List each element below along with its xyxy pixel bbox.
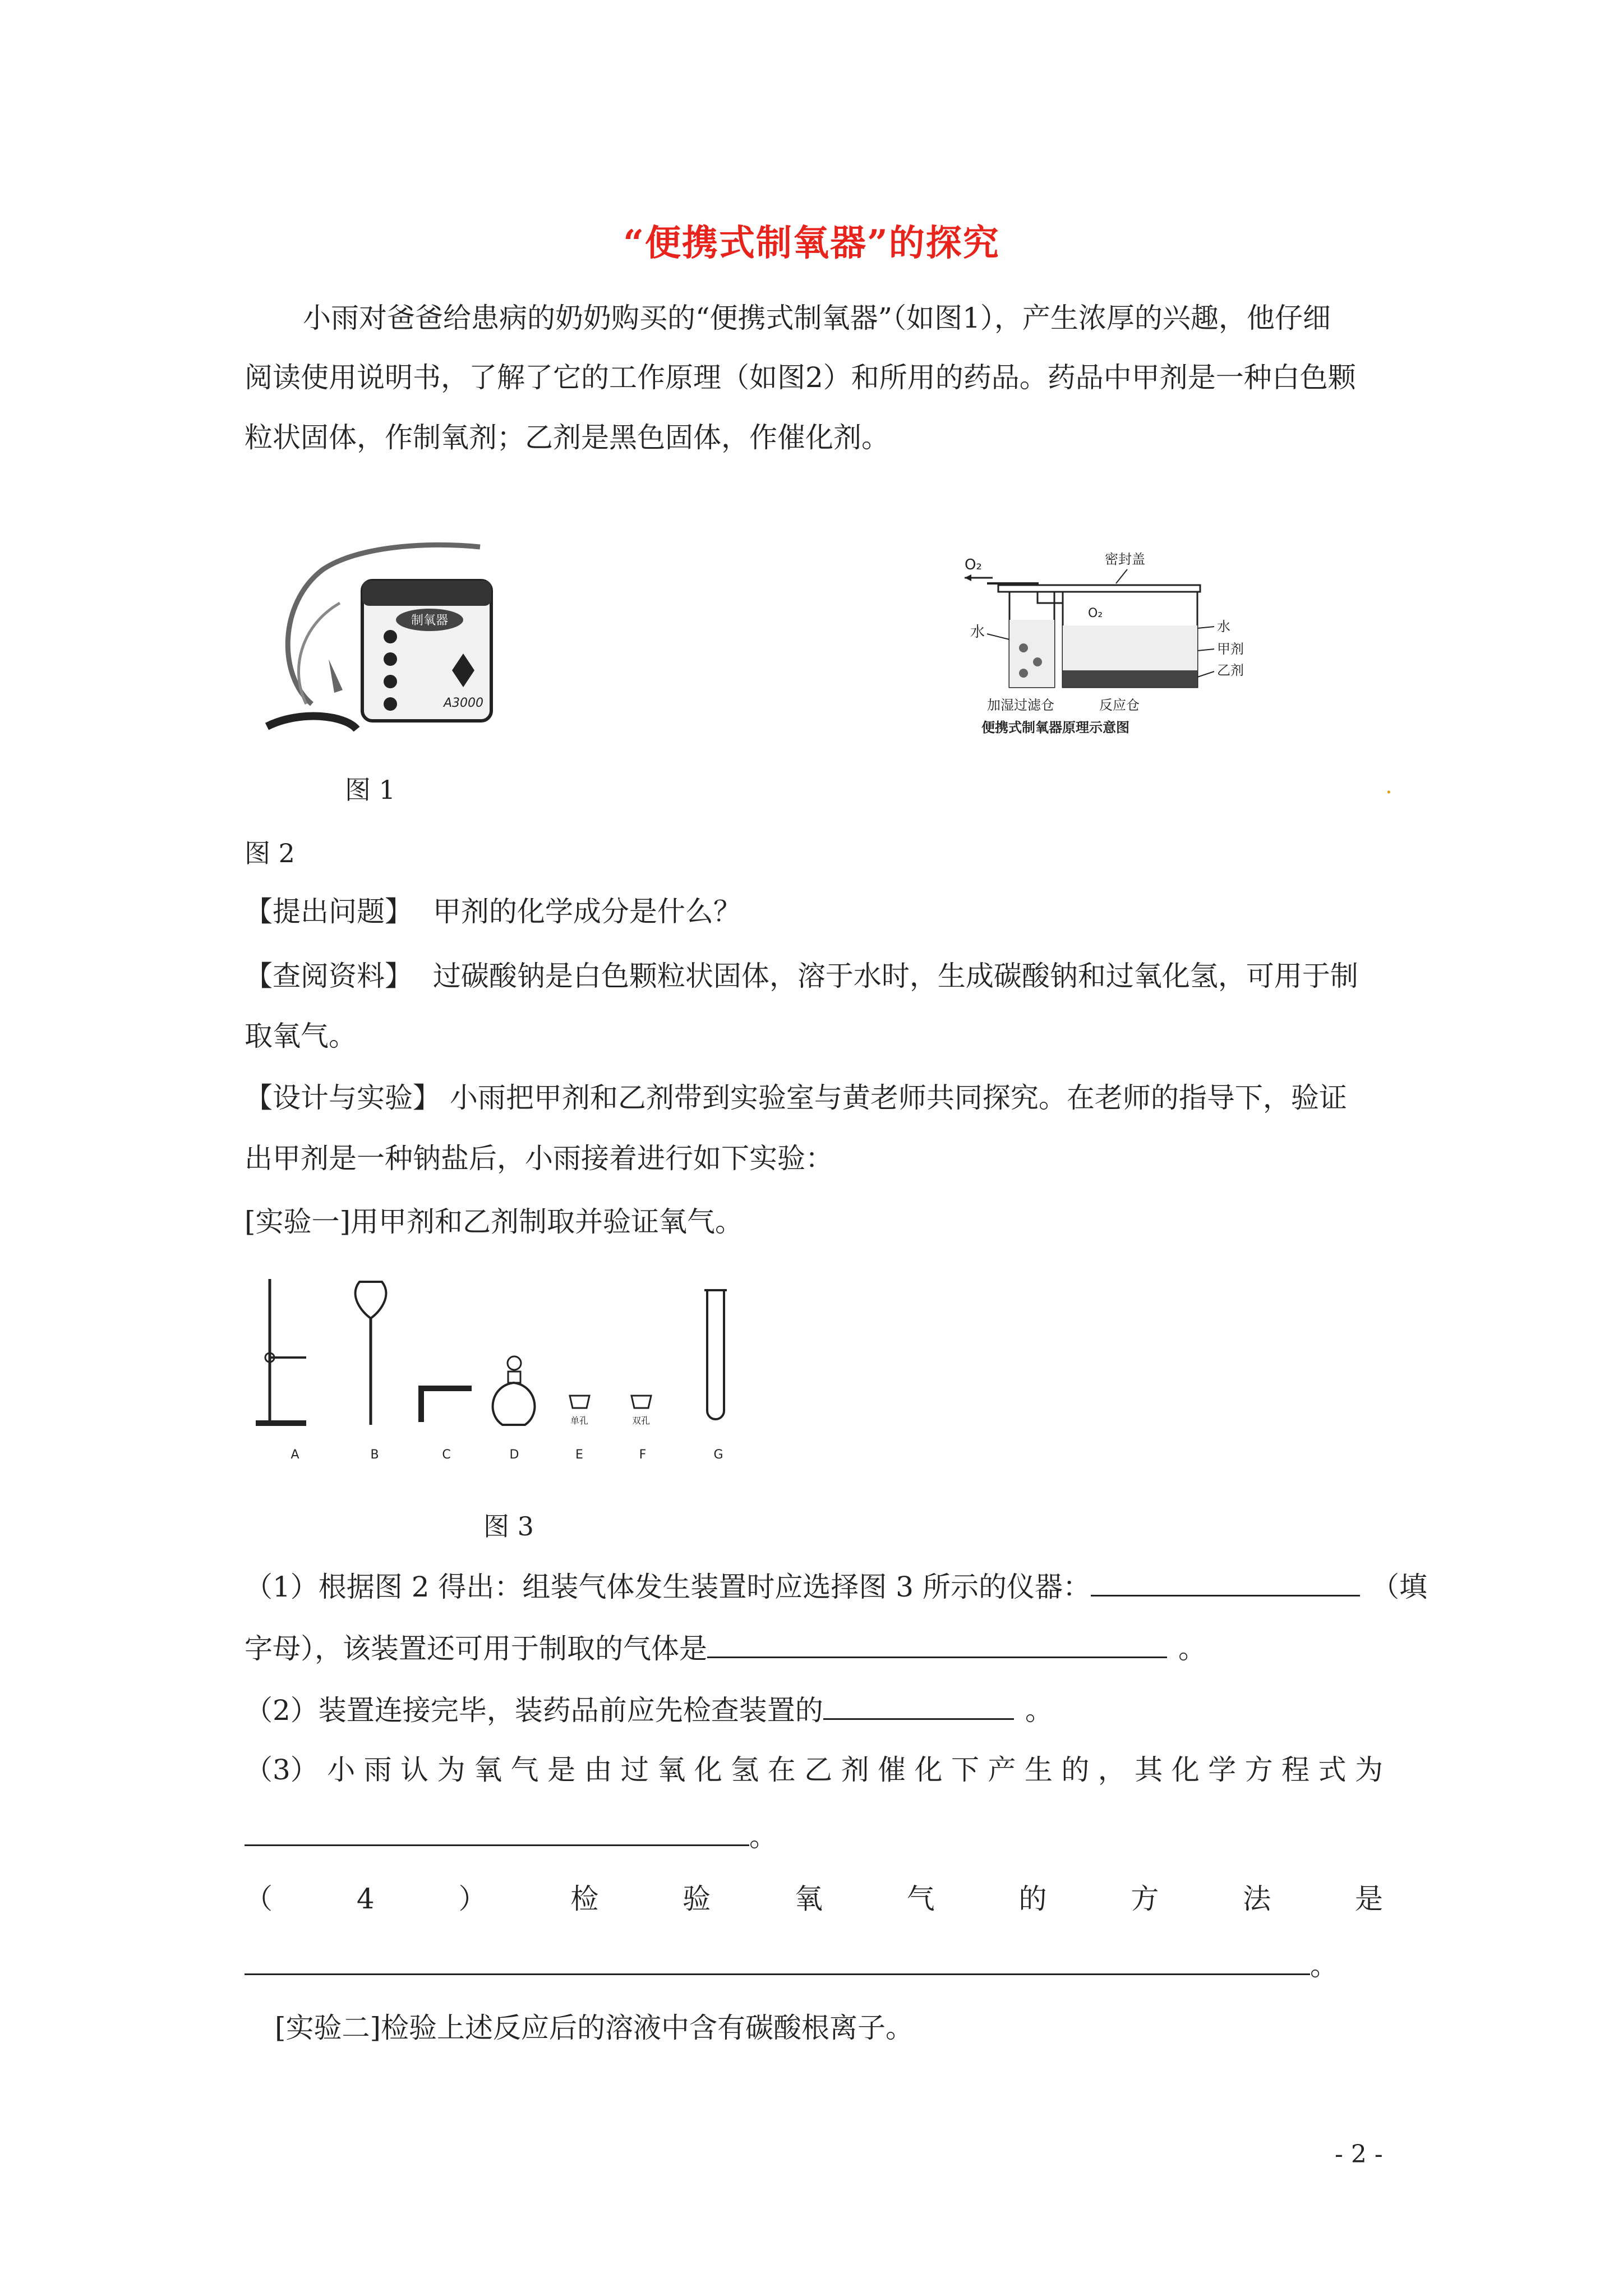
q3-token: 气 <box>510 1754 539 1786</box>
figure-3-label-a: A <box>291 1448 299 1462</box>
q3-token: 其 <box>1135 1754 1163 1786</box>
q3-token: 催 <box>878 1754 906 1786</box>
q4-token: 气 <box>906 1883 935 1915</box>
figure-3-label-f: F <box>639 1448 647 1462</box>
q1-line-2 <box>245 1630 1206 1665</box>
q3-token: 氧 <box>657 1754 686 1786</box>
section-design-text-1: 小雨把甲剂和乙剂带到实验室与黄老师共同探究。在老师的指导下，验证 <box>449 1082 1347 1114</box>
figure-3-label-e: E <box>575 1448 583 1462</box>
q4-line-1 <box>245 1882 1383 1916</box>
figure-2-chamber-right-label: 反应仓 <box>1099 697 1140 713</box>
q3-token: 化 <box>694 1754 722 1786</box>
q3-token: 方 <box>1244 1754 1273 1786</box>
figure-3-stopper-single-label: 单孔 <box>570 1415 589 1426</box>
intro-line-2: 阅读使用说明书，了解了它的工作原理（如图2）和所用的药品。药品中甲剂是一种白色颗 <box>245 361 1356 394</box>
q3-token: 下 <box>951 1754 979 1786</box>
q3-token: 小 <box>327 1754 356 1786</box>
experiment-1-heading: [实验一]用甲剂和乙剂制取并验证氧气。 <box>245 1205 744 1238</box>
q4-token: 氧 <box>794 1883 823 1915</box>
section-question-heading: 【提出问题】 <box>245 895 413 928</box>
q4-token: ） <box>458 1883 487 1915</box>
q3-token: 的 <box>1061 1754 1090 1786</box>
section-design-text-2: 出甲剂是一种钠盐后，小雨接着进行如下实验： <box>245 1142 833 1175</box>
page-title: “便携式制氧器”的探究 <box>623 222 1000 264</box>
q3-token: 氢 <box>731 1754 759 1786</box>
q3-token: 过 <box>620 1754 649 1786</box>
section-info-heading: 【查阅资料】 <box>245 960 413 992</box>
figure-3-label-g: G <box>713 1448 723 1462</box>
q4-token: （ <box>245 1883 273 1915</box>
q3-token: 程 <box>1281 1754 1310 1786</box>
figure-1-device-label: 制氧器 <box>411 614 449 628</box>
q4-answer-blank[interactable] <box>245 1947 1310 1975</box>
page-number: - 2 - <box>1335 2140 1383 2169</box>
q4-token: 检 <box>570 1883 599 1915</box>
figure-3-label-d: D <box>509 1448 519 1462</box>
q3-token: 化 <box>1171 1754 1200 1786</box>
q4-token: 验 <box>683 1883 711 1915</box>
q3-token: 认 <box>400 1754 429 1786</box>
q1-answer-blank-1[interactable] <box>1091 1568 1360 1596</box>
q3-token: 氧 <box>474 1754 502 1786</box>
section-question <box>245 895 741 928</box>
q2-answer-blank[interactable] <box>823 1691 1014 1720</box>
figure-1-device-image <box>245 536 502 749</box>
figure-1-model-label: A3000 <box>444 696 484 710</box>
q4-token: 方 <box>1131 1883 1159 1915</box>
q1-prompt-1-end: （填 <box>1371 1571 1428 1603</box>
figure-3-instruments <box>245 1273 749 1475</box>
q3-token: 生 <box>1024 1754 1053 1786</box>
intro-line-1: 小雨对爸爸给患病的奶奶购买的“便携式制氧器”（如图1），产生浓厚的兴趣，他仔细 <box>303 302 1331 334</box>
q3-token: 由 <box>584 1754 612 1786</box>
figure-3-label-c: C <box>442 1448 451 1462</box>
figure-2-water-left-label: 水 <box>970 624 985 641</box>
q3-token: 雨 <box>363 1754 392 1786</box>
figure-2-principle-diagram <box>953 547 1301 738</box>
q3-token: （3） <box>245 1754 319 1786</box>
q4-line-2 <box>245 1947 1338 1982</box>
figure-2-o2-out-label: O₂ <box>965 556 982 573</box>
section-info-text-1: 过碳酸钠是白色颗粒状固体，溶于水时，生成碳酸钠和过氧化氢，可用于制 <box>432 960 1358 992</box>
q2-prompt: （2）装置连接完毕，装药品前应先检查装置的 <box>245 1694 823 1727</box>
q4-token: 4 <box>356 1883 375 1915</box>
q2-prompt-end: 。 <box>1025 1694 1053 1727</box>
q3-token: 为 <box>437 1754 465 1786</box>
figure-2-agent-a-label: 甲剂 <box>1217 641 1244 657</box>
q3-token: 式 <box>1318 1754 1347 1786</box>
figure-2-lid-label: 密封盖 <box>1105 551 1145 567</box>
q4-token: 的 <box>1018 1883 1047 1915</box>
q3-line-2 <box>245 1818 777 1853</box>
figure-3-label-b: B <box>370 1448 379 1462</box>
q3-token: ， <box>1098 1754 1126 1786</box>
q1-prompt-1: （1）根据图 2 得出：组装气体发生装置时应选择图 3 所示的仪器： <box>245 1571 1091 1603</box>
figure-2-water-right-label: 水 <box>1217 619 1230 634</box>
q3-token: 学 <box>1208 1754 1237 1786</box>
section-design <box>245 1081 1347 1115</box>
q3-token: 为 <box>1354 1754 1383 1786</box>
experiment-2-heading: [实验二]检验上述反应后的溶液中含有碳酸根离子。 <box>275 2012 914 2044</box>
figure-2-agent-b-label: 乙剂 <box>1217 662 1244 678</box>
figure-2-chamber-left-label: 加湿过滤仓 <box>987 697 1054 713</box>
q3-answer-blank[interactable] <box>245 1818 749 1846</box>
q4-token: 是 <box>1354 1883 1383 1915</box>
intro-line-3: 粒状固体，作制氧剂；乙剂是黑色固体，作催化剂。 <box>245 421 889 454</box>
q3-line-1 <box>245 1753 1383 1787</box>
q4-end: 。 <box>1310 1949 1338 1982</box>
q3-token: 化 <box>914 1754 943 1786</box>
mark-dot: . <box>1385 773 1393 799</box>
q1-answer-blank-2[interactable] <box>707 1630 1167 1658</box>
figure-2-o2-inner-label: O₂ <box>1088 606 1103 620</box>
q4-token: 法 <box>1243 1883 1271 1915</box>
q3-token: 是 <box>547 1754 575 1786</box>
section-info-text-2: 取氧气。 <box>245 1020 357 1052</box>
q1-line-1 <box>245 1568 1427 1604</box>
q2-line <box>245 1691 1053 1727</box>
figure-1-caption: 图 1 <box>345 775 395 805</box>
q3-token: 产 <box>988 1754 1016 1786</box>
figure-2-diagram-title: 便携式制氧器原理示意图 <box>981 720 1129 735</box>
section-question-text: 甲剂的化学成分是什么？ <box>432 895 741 928</box>
section-design-heading: 【设计与实验】 <box>245 1082 441 1114</box>
section-info <box>245 959 1358 993</box>
figure-2-caption: 图 2 <box>245 838 295 868</box>
q3-token: 在 <box>767 1754 796 1786</box>
figure-3-stopper-double-label: 双孔 <box>631 1415 651 1426</box>
q1-prompt-2: 字母），该装置还可用于制取的气体是 <box>245 1632 707 1665</box>
q3-token: 乙 <box>804 1754 833 1786</box>
q1-prompt-2-end: 。 <box>1178 1632 1206 1665</box>
q3-end: 。 <box>749 1820 777 1853</box>
q3-token: 剂 <box>841 1754 869 1786</box>
figure-3-caption: 图 3 <box>483 1511 534 1542</box>
